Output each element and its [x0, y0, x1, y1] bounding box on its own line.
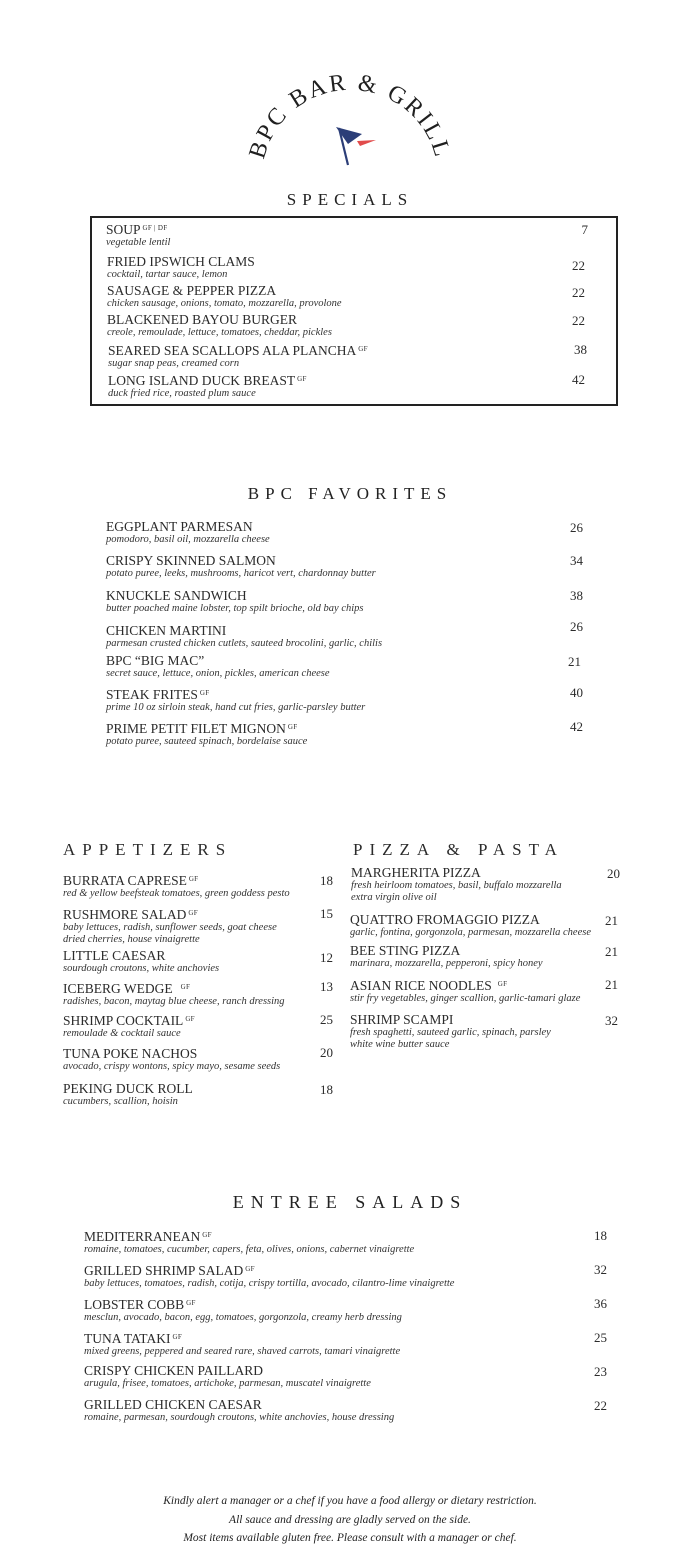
dietary-tag: GF — [297, 375, 307, 383]
specials-heading: SPECIALS — [286, 190, 414, 209]
item-price: 22 — [572, 285, 585, 300]
salads-heading: ENTREE SALADS — [232, 1192, 468, 1212]
item-name: BURRATA CAPRESE $^{GF}$ — [63, 873, 199, 888]
item-price: 32 — [605, 1013, 618, 1028]
item-price: 18 — [320, 1082, 333, 1097]
item-description: romaine, tomatoes, cucumber, capers, feta, olives, onions, cabernet vinaigrette — [84, 1244, 415, 1255]
specials-item-soup — [106, 221, 170, 249]
specials-item-pizza — [107, 284, 342, 310]
item-description: baby lettuces, radish, sunflower seeds, goat cheese — [63, 922, 277, 933]
pizza-pasta-item — [351, 866, 562, 904]
salad-item — [84, 1228, 414, 1256]
dietary-tag: GF — [185, 1015, 195, 1023]
item-name: BEE STING PIZZA — [350, 943, 461, 958]
item-description: creole, remoulade, lettuce, tomatoes, cheddar, pickles — [107, 327, 332, 338]
salad-item — [84, 1364, 371, 1390]
item-price: 26 — [570, 619, 583, 634]
item-price: 25 — [320, 1012, 333, 1027]
item-name: LITTLE CAESAR — [63, 948, 166, 963]
favorites-item — [106, 624, 382, 650]
item-price: 26 — [570, 520, 583, 535]
item-name: GRILLED SHRIMP SALAD $^{GF}$ — [84, 1263, 255, 1278]
salad-item — [84, 1330, 400, 1358]
item-name: BLACKENED BAYOU BURGER — [107, 312, 298, 327]
item-name: SEARED SEA SCALLOPS ALA PLANCHA $^{GF}$ — [108, 343, 368, 358]
pizza-pasta-heading: PIZZA & PASTA — [353, 840, 564, 859]
appetizer-item — [63, 1082, 193, 1108]
appetizer-item — [63, 872, 290, 900]
appetizer-item — [63, 1047, 280, 1073]
item-description: butter poached maine lobster, top spilt brioche, old bay chips — [106, 603, 364, 614]
item-price: 15 — [320, 906, 333, 921]
pizza-pasta-item — [350, 944, 543, 970]
item-description-line2: extra virgin olive oil — [351, 892, 437, 903]
logo-graphic — [240, 70, 460, 190]
dietary-tag: GF — [180, 983, 191, 991]
item-description: fresh spaghetti, sauteed garlic, spinach, parsley — [350, 1027, 551, 1038]
item-price: 18 — [594, 1228, 607, 1243]
item-price: 13 — [320, 979, 333, 994]
favorites-item — [106, 520, 270, 546]
dietary-tag: GF | DF — [142, 224, 168, 232]
item-price: 36 — [594, 1296, 607, 1311]
item-description: sugar snap peas, creamed corn — [108, 358, 240, 369]
item-name: CRISPY SKINNED SALMON — [106, 553, 276, 568]
item-description-line2: white wine butter sauce — [350, 1039, 450, 1050]
item-description: avocado, crispy wontons, spicy mayo, sesame seeds — [63, 1061, 281, 1072]
item-name: BPC “BIG MAC” — [106, 653, 205, 668]
dietary-tag: GF — [199, 689, 210, 697]
item-description: vegetable lentil — [106, 237, 171, 248]
item-price: 22 — [572, 313, 585, 328]
dietary-tag: GF — [172, 1333, 183, 1341]
item-description: baby lettuces, tomatoes, radish, cotija, crispy tortilla, avocado, cilantro-lime vinaigrette — [84, 1278, 455, 1289]
item-name: RUSHMORE SALAD $^{GF}$ — [63, 907, 198, 922]
specials-box — [90, 216, 618, 406]
specials-item-burger — [107, 313, 332, 339]
dietary-tag: GF — [497, 980, 508, 988]
dietary-tag: GF — [186, 1299, 196, 1307]
salad-item — [84, 1296, 402, 1324]
item-description: marinara, mozzarella, pepperoni, spicy honey — [350, 958, 543, 969]
item-price: 42 — [570, 719, 583, 734]
dietary-tag: GF — [245, 1265, 255, 1273]
item-description: stir fry vegetables, ginger scallion, garlic-tamari glaze — [350, 993, 581, 1004]
item-description: cucumbers, scallion, hoisin — [63, 1096, 178, 1107]
footer-line-gluten: Most items available gluten free. Please consult with a manager or chef. — [183, 1532, 517, 1544]
item-price: 20 — [607, 866, 620, 881]
item-name: EGGPLANT PARMESAN — [106, 519, 253, 534]
item-name: TUNA POKE NACHOS — [63, 1046, 198, 1061]
appetizer-item — [63, 949, 219, 975]
item-name: PRIME PETIT FILET MIGNON $^{GF}$ — [106, 721, 298, 736]
favorites-item — [106, 720, 307, 748]
favorites-item — [106, 654, 330, 680]
item-name: KNUCKLE SANDWICH — [106, 588, 247, 603]
specials-item-scallops — [108, 342, 368, 370]
item-name: MARGHERITA PIZZA — [351, 865, 481, 880]
item-description: prime 10 oz sirloin steak, hand cut fries, garlic-parsley butter — [106, 702, 366, 713]
item-description: duck fried rice, roasted plum sauce — [108, 388, 256, 399]
item-description: potato puree, leeks, mushrooms, haricot vert, chardonnay butter — [106, 568, 376, 579]
item-name: ICEBERG WEDGE $^{GF}$ — [63, 981, 191, 996]
footer-line-sauce: All sauce and dressing are gladly served on the side. — [229, 1513, 471, 1526]
item-name: SAUSAGE & PEPPER PIZZA — [107, 283, 277, 298]
specials-item-clams — [107, 255, 255, 281]
item-name: SOUP $^{GF | DF}$ — [106, 222, 168, 237]
item-description: mesclun, avocado, bacon, egg, tomatoes, gorgonzola, creamy herb dressing — [84, 1312, 402, 1323]
item-description: romaine, parmesan, sourdough croutons, white anchovies, house dressing — [84, 1412, 395, 1423]
item-description: fresh heirloom tomatoes, basil, buffalo mozzarella — [351, 880, 562, 891]
item-description: remoulade & cocktail sauce — [63, 1028, 181, 1039]
item-description: mixed greens, peppered and seared rare, shaved carrots, tamari vinaigrette — [84, 1346, 401, 1357]
logo-wordmark: BPC BAR & GRILL — [244, 70, 456, 162]
item-name: ASIAN RICE NOODLES $^{GF}$ — [350, 978, 508, 993]
item-price: 18 — [320, 873, 333, 888]
specials-item-duck — [108, 372, 307, 400]
item-price: 40 — [570, 685, 583, 700]
dietary-tag: GF — [358, 345, 368, 353]
item-name: MEDITERRANEAN $^{GF}$ — [84, 1229, 212, 1244]
salad-item — [84, 1262, 454, 1290]
item-description: garlic, fontina, gorgonzola, parmesan, mozzarella cheese — [350, 927, 591, 938]
appetizer-item — [63, 980, 285, 1008]
item-price: 21 — [605, 913, 618, 928]
allergy-notice — [0, 1492, 700, 1548]
item-name: CHICKEN MARTINI — [106, 623, 227, 638]
favorites-item — [106, 686, 365, 714]
pizza-pasta-item — [350, 1013, 551, 1051]
favorites-item — [106, 589, 364, 615]
item-price: 20 — [320, 1045, 333, 1060]
item-name: LONG ISLAND DUCK BREAST $^{GF}$ — [108, 373, 307, 388]
item-price: 34 — [570, 553, 583, 568]
dietary-tag: GF — [188, 909, 198, 917]
item-name: PEKING DUCK ROLL — [63, 1081, 193, 1096]
item-price: 38 — [570, 588, 583, 603]
favorites-item — [106, 554, 376, 580]
appetizer-item — [63, 1012, 195, 1040]
item-description: secret sauce, lettuce, onion, pickles, american cheese — [106, 668, 330, 679]
item-price: 21 — [568, 654, 581, 669]
item-description: parmesan crusted chicken cutlets, sauteed brocolini, garlic, chilis — [106, 638, 383, 649]
item-name: TUNA TATAKI $^{GF}$ — [84, 1331, 183, 1346]
item-name: LOBSTER COBB $^{GF}$ — [84, 1297, 196, 1312]
appetizer-item — [63, 906, 277, 946]
pizza-pasta-item — [350, 913, 591, 939]
item-name: FRIED IPSWICH CLAMS — [107, 254, 255, 269]
item-name: SHRIMP COCKTAIL $^{GF}$ — [63, 1013, 195, 1028]
item-description: red & yellow beefsteak tomatoes, green goddess pesto — [63, 888, 290, 899]
item-description: potato puree, sauteed spinach, bordelaise sauce — [106, 736, 308, 747]
footer-line-allergy: Kindly alert a manager or a chef if you have a food allergy or dietary restriction. — [163, 1495, 537, 1507]
item-description: sourdough croutons, white anchovies — [63, 963, 220, 974]
item-price: 7 — [581, 222, 588, 237]
dietary-tag: GF — [202, 1231, 212, 1239]
item-price: 22 — [572, 258, 585, 273]
item-description: chicken sausage, onions, tomato, mozzarella, provolone — [107, 298, 342, 309]
favorites-heading: BPC FAVORITES — [247, 484, 453, 503]
item-name: STEAK FRITES $^{GF}$ — [106, 687, 210, 702]
item-price: 21 — [605, 977, 618, 992]
item-price: 42 — [572, 372, 585, 387]
item-price: 32 — [594, 1262, 607, 1277]
item-description: pomodoro, basil oil, mozzarella cheese — [106, 534, 270, 545]
item-name: SHRIMP SCAMPI — [350, 1012, 454, 1027]
pizza-pasta-item — [350, 977, 580, 1005]
item-price: 21 — [605, 944, 618, 959]
item-name: QUATTRO FROMAGGIO PIZZA — [350, 912, 540, 927]
dietary-tag: GF — [188, 875, 199, 883]
item-name: GRILLED CHICKEN CAESAR — [84, 1397, 262, 1412]
item-description: radishes, bacon, maytag blue cheese, ranch dressing — [63, 996, 285, 1007]
item-price: 23 — [594, 1364, 607, 1379]
appetizers-heading: APPETIZERS — [63, 840, 233, 859]
item-name: CRISPY CHICKEN PAILLARD — [84, 1363, 264, 1378]
item-description: arugula, frisee, tomatoes, artichoke, parmesan, muscatel vinaigrette — [84, 1378, 371, 1389]
flag-icon — [336, 127, 376, 165]
restaurant-logo — [240, 70, 460, 190]
item-price: 38 — [574, 342, 587, 357]
item-price: 12 — [320, 950, 333, 965]
item-description: cocktail, tartar sauce, lemon — [107, 269, 228, 280]
item-price: 22 — [594, 1398, 607, 1413]
item-price: 25 — [594, 1330, 607, 1345]
salad-item — [84, 1398, 394, 1424]
item-description-line2: dried cherries, house vinaigrette — [63, 934, 200, 945]
dietary-tag: GF — [287, 723, 298, 731]
